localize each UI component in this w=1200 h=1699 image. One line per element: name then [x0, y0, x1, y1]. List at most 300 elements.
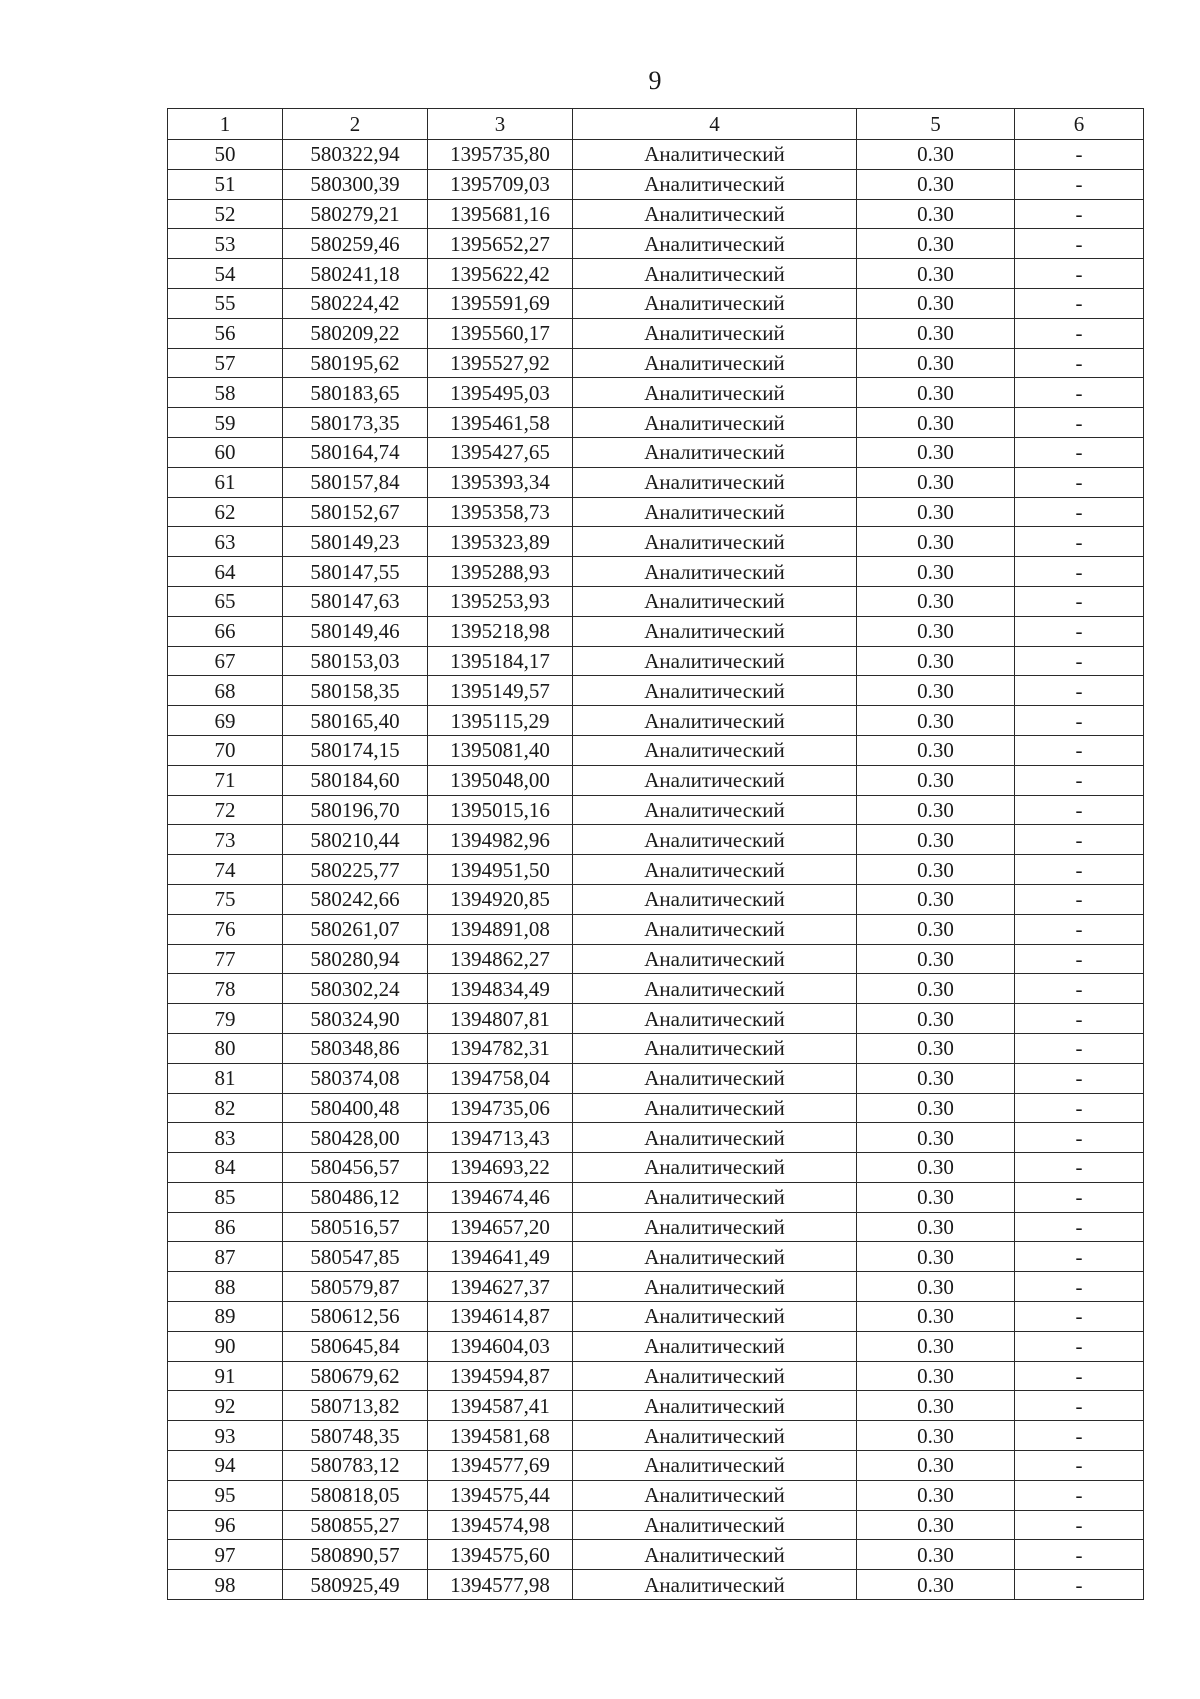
- method-cell: Аналитический: [573, 1063, 857, 1093]
- point-number-cell: 91: [168, 1361, 283, 1391]
- method-cell: Аналитический: [573, 1182, 857, 1212]
- point-number-cell: 87: [168, 1242, 283, 1272]
- note-cell: -: [1015, 437, 1144, 467]
- point-number-cell: 88: [168, 1272, 283, 1302]
- table-row: [168, 884, 1144, 914]
- method-cell: Аналитический: [573, 1212, 857, 1242]
- accuracy-cell: 0.30: [857, 1302, 1015, 1332]
- point-number-cell: 82: [168, 1093, 283, 1123]
- table-row: [168, 1451, 1144, 1481]
- point-number-cell: 61: [168, 467, 283, 497]
- y-coordinate-cell: 1395115,29: [428, 706, 573, 736]
- table-row: [168, 229, 1144, 259]
- accuracy-cell: 0.30: [857, 765, 1015, 795]
- header-cell-3: 3: [428, 109, 573, 140]
- table-row: [168, 795, 1144, 825]
- accuracy-cell: 0.30: [857, 1451, 1015, 1481]
- x-coordinate-cell: 580157,84: [283, 467, 428, 497]
- accuracy-cell: 0.30: [857, 676, 1015, 706]
- point-number-cell: 81: [168, 1063, 283, 1093]
- x-coordinate-cell: 580679,62: [283, 1361, 428, 1391]
- note-cell: -: [1015, 1570, 1144, 1600]
- point-number-cell: 80: [168, 1033, 283, 1063]
- note-cell: -: [1015, 1451, 1144, 1481]
- x-coordinate-cell: 580300,39: [283, 169, 428, 199]
- point-number-cell: 63: [168, 527, 283, 557]
- note-cell: -: [1015, 1004, 1144, 1034]
- x-coordinate-cell: 580149,46: [283, 616, 428, 646]
- x-coordinate-cell: 580196,70: [283, 795, 428, 825]
- method-cell: Аналитический: [573, 1242, 857, 1272]
- x-coordinate-cell: 580374,08: [283, 1063, 428, 1093]
- point-number-cell: 59: [168, 408, 283, 438]
- note-cell: -: [1015, 1302, 1144, 1332]
- table-row: [168, 974, 1144, 1004]
- accuracy-cell: 0.30: [857, 1391, 1015, 1421]
- point-number-cell: 53: [168, 229, 283, 259]
- method-cell: Аналитический: [573, 259, 857, 289]
- y-coordinate-cell: 1394594,87: [428, 1361, 573, 1391]
- header-row: [168, 109, 1144, 140]
- page-number: 9: [648, 66, 662, 95]
- y-coordinate-cell: 1394834,49: [428, 974, 573, 1004]
- x-coordinate-cell: 580173,35: [283, 408, 428, 438]
- point-number-cell: 58: [168, 378, 283, 408]
- header-cell-5: 5: [857, 109, 1015, 140]
- y-coordinate-cell: 1394587,41: [428, 1391, 573, 1421]
- method-cell: Аналитический: [573, 676, 857, 706]
- table-row: [168, 318, 1144, 348]
- point-number-cell: 85: [168, 1182, 283, 1212]
- note-cell: -: [1015, 1242, 1144, 1272]
- note-cell: -: [1015, 1510, 1144, 1540]
- accuracy-cell: 0.30: [857, 408, 1015, 438]
- point-number-cell: 60: [168, 437, 283, 467]
- x-coordinate-cell: 580183,65: [283, 378, 428, 408]
- method-cell: Аналитический: [573, 229, 857, 259]
- accuracy-cell: 0.30: [857, 378, 1015, 408]
- accuracy-cell: 0.30: [857, 1093, 1015, 1123]
- y-coordinate-cell: 1394982,96: [428, 825, 573, 855]
- point-number-cell: 83: [168, 1123, 283, 1153]
- note-cell: -: [1015, 1182, 1144, 1212]
- point-number-cell: 75: [168, 884, 283, 914]
- method-cell: Аналитический: [573, 1421, 857, 1451]
- y-coordinate-cell: 1395358,73: [428, 497, 573, 527]
- table-row: [168, 1421, 1144, 1451]
- header-cell-4: 4: [573, 109, 857, 140]
- accuracy-cell: 0.30: [857, 527, 1015, 557]
- note-cell: -: [1015, 1391, 1144, 1421]
- method-cell: Аналитический: [573, 855, 857, 885]
- x-coordinate-cell: 580645,84: [283, 1331, 428, 1361]
- note-cell: -: [1015, 884, 1144, 914]
- x-coordinate-cell: 580209,22: [283, 318, 428, 348]
- y-coordinate-cell: 1395081,40: [428, 735, 573, 765]
- y-coordinate-cell: 1394641,49: [428, 1242, 573, 1272]
- table-row: [168, 348, 1144, 378]
- accuracy-cell: 0.30: [857, 318, 1015, 348]
- point-number-cell: 66: [168, 616, 283, 646]
- note-cell: -: [1015, 765, 1144, 795]
- y-coordinate-cell: 1395288,93: [428, 557, 573, 587]
- table-row: [168, 437, 1144, 467]
- note-cell: -: [1015, 1123, 1144, 1153]
- accuracy-cell: 0.30: [857, 259, 1015, 289]
- x-coordinate-cell: 580147,55: [283, 557, 428, 587]
- point-number-cell: 95: [168, 1480, 283, 1510]
- method-cell: Аналитический: [573, 884, 857, 914]
- table-row: [168, 1480, 1144, 1510]
- accuracy-cell: 0.30: [857, 229, 1015, 259]
- y-coordinate-cell: 1395560,17: [428, 318, 573, 348]
- x-coordinate-cell: 580612,56: [283, 1302, 428, 1332]
- point-number-cell: 94: [168, 1451, 283, 1481]
- note-cell: -: [1015, 1033, 1144, 1063]
- method-cell: Аналитический: [573, 199, 857, 229]
- point-number-cell: 92: [168, 1391, 283, 1421]
- x-coordinate-cell: 580486,12: [283, 1182, 428, 1212]
- table-row: [168, 467, 1144, 497]
- accuracy-cell: 0.30: [857, 1272, 1015, 1302]
- x-coordinate-cell: 580280,94: [283, 944, 428, 974]
- accuracy-cell: 0.30: [857, 1361, 1015, 1391]
- x-coordinate-cell: 580225,77: [283, 855, 428, 885]
- note-cell: -: [1015, 467, 1144, 497]
- method-cell: Аналитический: [573, 1272, 857, 1302]
- x-coordinate-cell: 580855,27: [283, 1510, 428, 1540]
- point-number-cell: 77: [168, 944, 283, 974]
- x-coordinate-cell: 580242,66: [283, 884, 428, 914]
- x-coordinate-cell: 580925,49: [283, 1570, 428, 1600]
- x-coordinate-cell: 580259,46: [283, 229, 428, 259]
- point-number-cell: 69: [168, 706, 283, 736]
- accuracy-cell: 0.30: [857, 1153, 1015, 1183]
- method-cell: Аналитический: [573, 467, 857, 497]
- accuracy-cell: 0.30: [857, 884, 1015, 914]
- accuracy-cell: 0.30: [857, 1063, 1015, 1093]
- table-row: [168, 527, 1144, 557]
- accuracy-cell: 0.30: [857, 169, 1015, 199]
- x-coordinate-cell: 580153,03: [283, 646, 428, 676]
- note-cell: -: [1015, 944, 1144, 974]
- accuracy-cell: 0.30: [857, 437, 1015, 467]
- method-cell: Аналитический: [573, 616, 857, 646]
- x-coordinate-cell: 580400,48: [283, 1093, 428, 1123]
- method-cell: Аналитический: [573, 288, 857, 318]
- x-coordinate-cell: 580302,24: [283, 974, 428, 1004]
- accuracy-cell: 0.30: [857, 735, 1015, 765]
- point-number-cell: 84: [168, 1153, 283, 1183]
- y-coordinate-cell: 1394627,37: [428, 1272, 573, 1302]
- point-number-cell: 68: [168, 676, 283, 706]
- x-coordinate-cell: 580184,60: [283, 765, 428, 795]
- method-cell: Аналитический: [573, 1480, 857, 1510]
- note-cell: -: [1015, 348, 1144, 378]
- y-coordinate-cell: 1395253,93: [428, 586, 573, 616]
- note-cell: -: [1015, 1361, 1144, 1391]
- table-row: [168, 1182, 1144, 1212]
- table-row: [168, 1033, 1144, 1063]
- point-number-cell: 52: [168, 199, 283, 229]
- y-coordinate-cell: 1395652,27: [428, 229, 573, 259]
- note-cell: -: [1015, 1272, 1144, 1302]
- note-cell: -: [1015, 1480, 1144, 1510]
- method-cell: Аналитический: [573, 1540, 857, 1570]
- y-coordinate-cell: 1394614,87: [428, 1302, 573, 1332]
- note-cell: -: [1015, 288, 1144, 318]
- y-coordinate-cell: 1395393,34: [428, 467, 573, 497]
- table-row: [168, 1242, 1144, 1272]
- point-number-cell: 72: [168, 795, 283, 825]
- point-number-cell: 90: [168, 1331, 283, 1361]
- note-cell: -: [1015, 825, 1144, 855]
- note-cell: -: [1015, 1331, 1144, 1361]
- accuracy-cell: 0.30: [857, 706, 1015, 736]
- y-coordinate-cell: 1394693,22: [428, 1153, 573, 1183]
- accuracy-cell: 0.30: [857, 586, 1015, 616]
- y-coordinate-cell: 1394581,68: [428, 1421, 573, 1451]
- note-cell: -: [1015, 378, 1144, 408]
- x-coordinate-cell: 580158,35: [283, 676, 428, 706]
- note-cell: -: [1015, 616, 1144, 646]
- method-cell: Аналитический: [573, 527, 857, 557]
- method-cell: Аналитический: [573, 140, 857, 170]
- x-coordinate-cell: 580149,23: [283, 527, 428, 557]
- note-cell: -: [1015, 795, 1144, 825]
- method-cell: Аналитический: [573, 1123, 857, 1153]
- y-coordinate-cell: 1395461,58: [428, 408, 573, 438]
- note-cell: -: [1015, 1153, 1144, 1183]
- method-cell: Аналитический: [573, 1093, 857, 1123]
- table-row: [168, 169, 1144, 199]
- table-row: [168, 1540, 1144, 1570]
- note-cell: -: [1015, 199, 1144, 229]
- table-row: [168, 914, 1144, 944]
- point-number-cell: 55: [168, 288, 283, 318]
- table-row: [168, 199, 1144, 229]
- point-number-cell: 71: [168, 765, 283, 795]
- y-coordinate-cell: 1395427,65: [428, 437, 573, 467]
- method-cell: Аналитический: [573, 1510, 857, 1540]
- point-number-cell: 57: [168, 348, 283, 378]
- table-row: [168, 616, 1144, 646]
- point-number-cell: 51: [168, 169, 283, 199]
- y-coordinate-cell: 1395527,92: [428, 348, 573, 378]
- note-cell: -: [1015, 676, 1144, 706]
- table-row: [168, 676, 1144, 706]
- note-cell: -: [1015, 527, 1144, 557]
- note-cell: -: [1015, 974, 1144, 1004]
- x-coordinate-cell: 580164,74: [283, 437, 428, 467]
- accuracy-cell: 0.30: [857, 199, 1015, 229]
- method-cell: Аналитический: [573, 1570, 857, 1600]
- note-cell: -: [1015, 855, 1144, 885]
- method-cell: Аналитический: [573, 1391, 857, 1421]
- y-coordinate-cell: 1394807,81: [428, 1004, 573, 1034]
- table-row: [168, 378, 1144, 408]
- table-row: [168, 735, 1144, 765]
- accuracy-cell: 0.30: [857, 497, 1015, 527]
- table-row: [168, 646, 1144, 676]
- x-coordinate-cell: 580890,57: [283, 1540, 428, 1570]
- accuracy-cell: 0.30: [857, 140, 1015, 170]
- note-cell: -: [1015, 1063, 1144, 1093]
- note-cell: -: [1015, 1093, 1144, 1123]
- accuracy-cell: 0.30: [857, 1123, 1015, 1153]
- accuracy-cell: 0.30: [857, 557, 1015, 587]
- y-coordinate-cell: 1395218,98: [428, 616, 573, 646]
- x-coordinate-cell: 580241,18: [283, 259, 428, 289]
- accuracy-cell: 0.30: [857, 1242, 1015, 1272]
- method-cell: Аналитический: [573, 1361, 857, 1391]
- table-row: [168, 706, 1144, 736]
- x-coordinate-cell: 580324,90: [283, 1004, 428, 1034]
- x-coordinate-cell: 580210,44: [283, 825, 428, 855]
- y-coordinate-cell: 1394758,04: [428, 1063, 573, 1093]
- table-row: [168, 259, 1144, 289]
- table-row: [168, 1004, 1144, 1034]
- accuracy-cell: 0.30: [857, 825, 1015, 855]
- x-coordinate-cell: 580152,67: [283, 497, 428, 527]
- x-coordinate-cell: 580348,86: [283, 1033, 428, 1063]
- accuracy-cell: 0.30: [857, 1421, 1015, 1451]
- y-coordinate-cell: 1395323,89: [428, 527, 573, 557]
- method-cell: Аналитический: [573, 586, 857, 616]
- point-number-cell: 79: [168, 1004, 283, 1034]
- x-coordinate-cell: 580322,94: [283, 140, 428, 170]
- y-coordinate-cell: 1394713,43: [428, 1123, 573, 1153]
- method-cell: Аналитический: [573, 765, 857, 795]
- point-number-cell: 64: [168, 557, 283, 587]
- note-cell: -: [1015, 229, 1144, 259]
- x-coordinate-cell: 580147,63: [283, 586, 428, 616]
- table-row: [168, 1510, 1144, 1540]
- point-number-cell: 74: [168, 855, 283, 885]
- method-cell: Аналитический: [573, 1331, 857, 1361]
- y-coordinate-cell: 1394951,50: [428, 855, 573, 885]
- method-cell: Аналитический: [573, 1004, 857, 1034]
- y-coordinate-cell: 1395735,80: [428, 140, 573, 170]
- table-body: [168, 140, 1144, 1600]
- accuracy-cell: 0.30: [857, 1331, 1015, 1361]
- y-coordinate-cell: 1394782,31: [428, 1033, 573, 1063]
- y-coordinate-cell: 1395048,00: [428, 765, 573, 795]
- accuracy-cell: 0.30: [857, 1540, 1015, 1570]
- x-coordinate-cell: 580547,85: [283, 1242, 428, 1272]
- method-cell: Аналитический: [573, 169, 857, 199]
- y-coordinate-cell: 1395709,03: [428, 169, 573, 199]
- note-cell: -: [1015, 259, 1144, 289]
- accuracy-cell: 0.30: [857, 1212, 1015, 1242]
- point-number-cell: 70: [168, 735, 283, 765]
- method-cell: Аналитический: [573, 735, 857, 765]
- method-cell: Аналитический: [573, 646, 857, 676]
- accuracy-cell: 0.30: [857, 795, 1015, 825]
- y-coordinate-cell: 1395681,16: [428, 199, 573, 229]
- table-row: [168, 1212, 1144, 1242]
- table-row: [168, 1272, 1144, 1302]
- x-coordinate-cell: 580516,57: [283, 1212, 428, 1242]
- note-cell: -: [1015, 706, 1144, 736]
- point-number-cell: 65: [168, 586, 283, 616]
- table-row: [168, 557, 1144, 587]
- method-cell: Аналитический: [573, 914, 857, 944]
- table-row: [168, 1570, 1144, 1600]
- y-coordinate-cell: 1395495,03: [428, 378, 573, 408]
- method-cell: Аналитический: [573, 497, 857, 527]
- accuracy-cell: 0.30: [857, 288, 1015, 318]
- accuracy-cell: 0.30: [857, 616, 1015, 646]
- y-coordinate-cell: 1394577,69: [428, 1451, 573, 1481]
- header-cell-2: 2: [283, 109, 428, 140]
- note-cell: -: [1015, 1421, 1144, 1451]
- note-cell: -: [1015, 557, 1144, 587]
- point-number-cell: 56: [168, 318, 283, 348]
- note-cell: -: [1015, 408, 1144, 438]
- table-row: [168, 1361, 1144, 1391]
- point-number-cell: 50: [168, 140, 283, 170]
- header-cell-1: 1: [168, 109, 283, 140]
- method-cell: Аналитический: [573, 557, 857, 587]
- table-header: [168, 109, 1144, 140]
- x-coordinate-cell: 580195,62: [283, 348, 428, 378]
- x-coordinate-cell: 580261,07: [283, 914, 428, 944]
- accuracy-cell: 0.30: [857, 1570, 1015, 1600]
- table-row: [168, 140, 1144, 170]
- point-number-cell: 89: [168, 1302, 283, 1332]
- y-coordinate-cell: 1394575,60: [428, 1540, 573, 1570]
- method-cell: Аналитический: [573, 1451, 857, 1481]
- table-row: [168, 497, 1144, 527]
- point-number-cell: 96: [168, 1510, 283, 1540]
- x-coordinate-cell: 580713,82: [283, 1391, 428, 1421]
- note-cell: -: [1015, 1540, 1144, 1570]
- note-cell: -: [1015, 586, 1144, 616]
- method-cell: Аналитический: [573, 318, 857, 348]
- method-cell: Аналитический: [573, 825, 857, 855]
- y-coordinate-cell: 1394574,98: [428, 1510, 573, 1540]
- point-number-cell: 86: [168, 1212, 283, 1242]
- x-coordinate-cell: 580428,00: [283, 1123, 428, 1153]
- point-number-cell: 76: [168, 914, 283, 944]
- table-row: [168, 765, 1144, 795]
- y-coordinate-cell: 1394575,44: [428, 1480, 573, 1510]
- method-cell: Аналитический: [573, 1153, 857, 1183]
- point-number-cell: 62: [168, 497, 283, 527]
- accuracy-cell: 0.30: [857, 855, 1015, 885]
- y-coordinate-cell: 1394657,20: [428, 1212, 573, 1242]
- note-cell: -: [1015, 318, 1144, 348]
- point-number-cell: 54: [168, 259, 283, 289]
- y-coordinate-cell: 1394920,85: [428, 884, 573, 914]
- table-row: [168, 944, 1144, 974]
- accuracy-cell: 0.30: [857, 1480, 1015, 1510]
- x-coordinate-cell: 580224,42: [283, 288, 428, 318]
- y-coordinate-cell: 1394891,08: [428, 914, 573, 944]
- table-row: [168, 288, 1144, 318]
- table-row: [168, 1391, 1144, 1421]
- point-number-cell: 97: [168, 1540, 283, 1570]
- x-coordinate-cell: 580579,87: [283, 1272, 428, 1302]
- y-coordinate-cell: 1394862,27: [428, 944, 573, 974]
- table-row: [168, 1331, 1144, 1361]
- y-coordinate-cell: 1395184,17: [428, 646, 573, 676]
- point-number-cell: 93: [168, 1421, 283, 1451]
- method-cell: Аналитический: [573, 437, 857, 467]
- method-cell: Аналитический: [573, 795, 857, 825]
- y-coordinate-cell: 1395015,16: [428, 795, 573, 825]
